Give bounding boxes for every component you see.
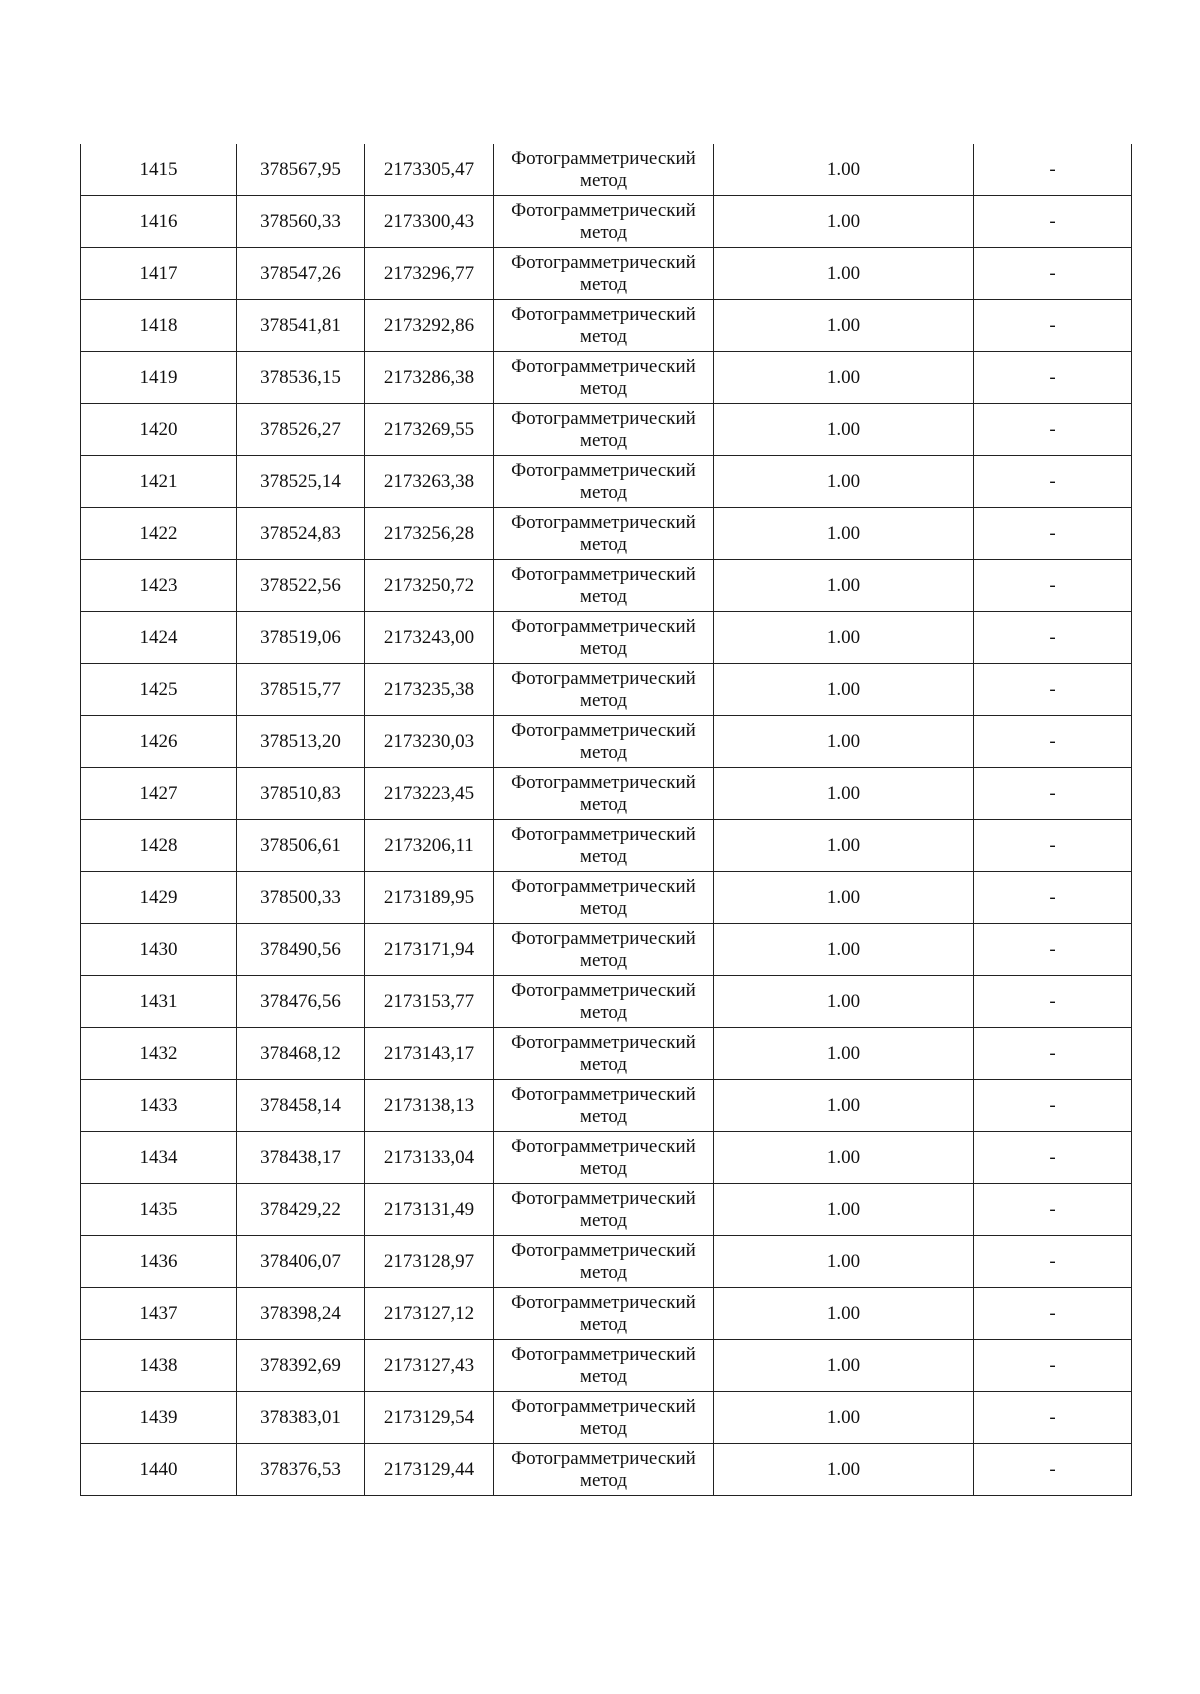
table-row: [81, 716, 1132, 768]
accuracy-cell: 1.00: [714, 1392, 974, 1444]
point-number-cell: 1430: [81, 924, 237, 976]
note-cell: -: [974, 1288, 1132, 1340]
y-coordinate-cell: 2173129,44: [365, 1444, 494, 1496]
method-text-line2: метод: [579, 1469, 628, 1491]
point-number-cell: 1422: [81, 508, 237, 560]
note-cell: -: [974, 716, 1132, 768]
method-cell: [494, 1132, 714, 1184]
x-coordinate-cell: 378522,56: [237, 560, 365, 612]
table-row: [81, 1288, 1132, 1340]
accuracy-cell: 1.00: [714, 404, 974, 456]
method-cell: [494, 1288, 714, 1340]
method-text-line1: Фотограмметрический: [511, 979, 696, 1001]
x-coordinate-cell: 378541,81: [237, 300, 365, 352]
table-row: [81, 1132, 1132, 1184]
accuracy-cell: 1.00: [714, 196, 974, 248]
y-coordinate-cell: 2173296,77: [365, 248, 494, 300]
table-row: [81, 248, 1132, 300]
method-text-line2: метод: [579, 949, 628, 971]
method-text-line1: Фотограмметрический: [511, 1343, 696, 1365]
note-cell: -: [974, 1080, 1132, 1132]
y-coordinate-cell: 2173243,00: [365, 612, 494, 664]
table-row: [81, 456, 1132, 508]
point-number-cell: 1417: [81, 248, 237, 300]
method-text-line1: Фотограмметрический: [511, 251, 696, 273]
note-cell: -: [974, 352, 1132, 404]
method-cell: [494, 924, 714, 976]
x-coordinate-cell: 378476,56: [237, 976, 365, 1028]
method-cell: [494, 404, 714, 456]
y-coordinate-cell: 2173223,45: [365, 768, 494, 820]
y-coordinate-cell: 2173133,04: [365, 1132, 494, 1184]
accuracy-cell: 1.00: [714, 352, 974, 404]
y-coordinate-cell: 2173305,47: [365, 144, 494, 196]
table-row: [81, 144, 1132, 196]
table-row: [81, 664, 1132, 716]
point-number-cell: 1420: [81, 404, 237, 456]
method-text-line1: Фотограмметрический: [511, 771, 696, 793]
method-cell: [494, 508, 714, 560]
y-coordinate-cell: 2173250,72: [365, 560, 494, 612]
point-number-cell: 1435: [81, 1184, 237, 1236]
method-cell: [494, 456, 714, 508]
method-text-line2: метод: [579, 1417, 628, 1439]
method-text-line2: метод: [579, 481, 628, 503]
method-text-line1: Фотограмметрический: [511, 823, 696, 845]
x-coordinate-cell: 378515,77: [237, 664, 365, 716]
method-cell: [494, 1444, 714, 1496]
note-cell: -: [974, 612, 1132, 664]
method-text-line2: метод: [579, 429, 628, 451]
y-coordinate-cell: 2173235,38: [365, 664, 494, 716]
method-text-line1: Фотограмметрический: [511, 199, 696, 221]
method-cell: [494, 144, 714, 196]
method-text-line1: Фотограмметрический: [511, 355, 696, 377]
y-coordinate-cell: 2173286,38: [365, 352, 494, 404]
x-coordinate-cell: 378567,95: [237, 144, 365, 196]
method-text-line2: метод: [579, 169, 628, 191]
table-row: [81, 872, 1132, 924]
point-number-cell: 1418: [81, 300, 237, 352]
accuracy-cell: 1.00: [714, 1236, 974, 1288]
point-number-cell: 1434: [81, 1132, 237, 1184]
accuracy-cell: 1.00: [714, 1444, 974, 1496]
y-coordinate-cell: 2173129,54: [365, 1392, 494, 1444]
note-cell: -: [974, 976, 1132, 1028]
note-cell: -: [974, 1392, 1132, 1444]
point-number-cell: 1438: [81, 1340, 237, 1392]
method-cell: [494, 1236, 714, 1288]
note-cell: -: [974, 560, 1132, 612]
table-row: [81, 196, 1132, 248]
y-coordinate-cell: 2173138,13: [365, 1080, 494, 1132]
method-text-line1: Фотограмметрический: [511, 511, 696, 533]
method-text-line1: Фотограмметрический: [511, 1083, 696, 1105]
table-row: [81, 924, 1132, 976]
accuracy-cell: 1.00: [714, 664, 974, 716]
table-row: [81, 1392, 1132, 1444]
method-text-line2: метод: [579, 377, 628, 399]
method-text-line2: метод: [579, 1365, 628, 1387]
note-cell: -: [974, 664, 1132, 716]
method-text-line2: метод: [579, 845, 628, 867]
point-number-cell: 1429: [81, 872, 237, 924]
y-coordinate-cell: 2173131,49: [365, 1184, 494, 1236]
accuracy-cell: 1.00: [714, 560, 974, 612]
note-cell: -: [974, 300, 1132, 352]
x-coordinate-cell: 378383,01: [237, 1392, 365, 1444]
method-text-line2: метод: [579, 793, 628, 815]
accuracy-cell: 1.00: [714, 612, 974, 664]
y-coordinate-cell: 2173263,38: [365, 456, 494, 508]
x-coordinate-cell: 378490,56: [237, 924, 365, 976]
x-coordinate-cell: 378513,20: [237, 716, 365, 768]
coordinates-table-body: [81, 144, 1132, 1496]
accuracy-cell: 1.00: [714, 768, 974, 820]
y-coordinate-cell: 2173269,55: [365, 404, 494, 456]
point-number-cell: 1423: [81, 560, 237, 612]
y-coordinate-cell: 2173171,94: [365, 924, 494, 976]
note-cell: -: [974, 248, 1132, 300]
x-coordinate-cell: 378536,15: [237, 352, 365, 404]
table-row: [81, 404, 1132, 456]
point-number-cell: 1428: [81, 820, 237, 872]
y-coordinate-cell: 2173153,77: [365, 976, 494, 1028]
x-coordinate-cell: 378406,07: [237, 1236, 365, 1288]
table-row: [81, 352, 1132, 404]
x-coordinate-cell: 378560,33: [237, 196, 365, 248]
method-cell: [494, 664, 714, 716]
point-number-cell: 1436: [81, 1236, 237, 1288]
x-coordinate-cell: 378547,26: [237, 248, 365, 300]
x-coordinate-cell: 378526,27: [237, 404, 365, 456]
method-text-line2: метод: [579, 1313, 628, 1335]
method-cell: [494, 872, 714, 924]
note-cell: -: [974, 1028, 1132, 1080]
table-row: [81, 612, 1132, 664]
method-cell: [494, 560, 714, 612]
table-row: [81, 820, 1132, 872]
x-coordinate-cell: 378524,83: [237, 508, 365, 560]
x-coordinate-cell: 378398,24: [237, 1288, 365, 1340]
note-cell: -: [974, 196, 1132, 248]
accuracy-cell: 1.00: [714, 872, 974, 924]
method-cell: [494, 196, 714, 248]
x-coordinate-cell: 378458,14: [237, 1080, 365, 1132]
table-row: [81, 768, 1132, 820]
note-cell: -: [974, 1444, 1132, 1496]
table-row: [81, 1444, 1132, 1496]
accuracy-cell: 1.00: [714, 248, 974, 300]
accuracy-cell: 1.00: [714, 976, 974, 1028]
table-row: [81, 1340, 1132, 1392]
method-text-line2: метод: [579, 533, 628, 555]
table-row: [81, 300, 1132, 352]
x-coordinate-cell: 378519,06: [237, 612, 365, 664]
y-coordinate-cell: 2173127,12: [365, 1288, 494, 1340]
coordinates-table: [80, 144, 1132, 1496]
y-coordinate-cell: 2173292,86: [365, 300, 494, 352]
table-row: [81, 976, 1132, 1028]
point-number-cell: 1425: [81, 664, 237, 716]
x-coordinate-cell: 378506,61: [237, 820, 365, 872]
point-number-cell: 1426: [81, 716, 237, 768]
table-row: [81, 1184, 1132, 1236]
point-number-cell: 1431: [81, 976, 237, 1028]
method-text-line1: Фотограмметрический: [511, 1239, 696, 1261]
x-coordinate-cell: 378438,17: [237, 1132, 365, 1184]
note-cell: -: [974, 144, 1132, 196]
point-number-cell: 1439: [81, 1392, 237, 1444]
method-text-line1: Фотограмметрический: [511, 147, 696, 169]
x-coordinate-cell: 378510,83: [237, 768, 365, 820]
method-text-line2: метод: [579, 897, 628, 919]
method-text-line2: метод: [579, 1105, 628, 1127]
method-cell: [494, 820, 714, 872]
method-cell: [494, 1028, 714, 1080]
y-coordinate-cell: 2173300,43: [365, 196, 494, 248]
method-text-line1: Фотограмметрический: [511, 719, 696, 741]
x-coordinate-cell: 378500,33: [237, 872, 365, 924]
method-text-line2: метод: [579, 637, 628, 659]
point-number-cell: 1440: [81, 1444, 237, 1496]
y-coordinate-cell: 2173128,97: [365, 1236, 494, 1288]
point-number-cell: 1416: [81, 196, 237, 248]
method-text-line1: Фотограмметрический: [511, 563, 696, 585]
x-coordinate-cell: 378392,69: [237, 1340, 365, 1392]
y-coordinate-cell: 2173230,03: [365, 716, 494, 768]
note-cell: -: [974, 924, 1132, 976]
accuracy-cell: 1.00: [714, 508, 974, 560]
method-text-line1: Фотограмметрический: [511, 407, 696, 429]
note-cell: -: [974, 1184, 1132, 1236]
method-text-line2: метод: [579, 221, 628, 243]
table-row: [81, 560, 1132, 612]
method-text-line1: Фотограмметрический: [511, 303, 696, 325]
method-cell: [494, 976, 714, 1028]
y-coordinate-cell: 2173143,17: [365, 1028, 494, 1080]
accuracy-cell: 1.00: [714, 456, 974, 508]
note-cell: -: [974, 768, 1132, 820]
method-text-line2: метод: [579, 741, 628, 763]
note-cell: -: [974, 820, 1132, 872]
accuracy-cell: 1.00: [714, 820, 974, 872]
method-text-line2: метод: [579, 689, 628, 711]
note-cell: -: [974, 404, 1132, 456]
y-coordinate-cell: 2173256,28: [365, 508, 494, 560]
note-cell: -: [974, 872, 1132, 924]
method-text-line1: Фотограмметрический: [511, 459, 696, 481]
method-cell: [494, 768, 714, 820]
method-text-line2: метод: [579, 585, 628, 607]
method-text-line2: метод: [579, 1209, 628, 1231]
method-text-line1: Фотограмметрический: [511, 1187, 696, 1209]
x-coordinate-cell: 378525,14: [237, 456, 365, 508]
method-text-line2: метод: [579, 1001, 628, 1023]
method-text-line1: Фотограмметрический: [511, 1447, 696, 1469]
accuracy-cell: 1.00: [714, 1288, 974, 1340]
method-text-line2: метод: [579, 273, 628, 295]
table-row: [81, 508, 1132, 560]
method-text-line1: Фотограмметрический: [511, 1395, 696, 1417]
table-row: [81, 1028, 1132, 1080]
method-text-line2: метод: [579, 325, 628, 347]
point-number-cell: 1433: [81, 1080, 237, 1132]
y-coordinate-cell: 2173127,43: [365, 1340, 494, 1392]
method-cell: [494, 1184, 714, 1236]
method-text-line2: метод: [579, 1261, 628, 1283]
accuracy-cell: 1.00: [714, 1132, 974, 1184]
point-number-cell: 1437: [81, 1288, 237, 1340]
method-cell: [494, 300, 714, 352]
accuracy-cell: 1.00: [714, 1184, 974, 1236]
method-text-line1: Фотограмметрический: [511, 667, 696, 689]
note-cell: -: [974, 1132, 1132, 1184]
method-text-line1: Фотограмметрический: [511, 1291, 696, 1313]
point-number-cell: 1415: [81, 144, 237, 196]
note-cell: -: [974, 1236, 1132, 1288]
note-cell: -: [974, 1340, 1132, 1392]
method-text-line1: Фотограмметрический: [511, 875, 696, 897]
method-text-line1: Фотограмметрический: [511, 1135, 696, 1157]
method-cell: [494, 716, 714, 768]
point-number-cell: 1421: [81, 456, 237, 508]
table-row: [81, 1236, 1132, 1288]
y-coordinate-cell: 2173189,95: [365, 872, 494, 924]
method-text-line1: Фотограмметрический: [511, 1031, 696, 1053]
accuracy-cell: 1.00: [714, 1028, 974, 1080]
method-cell: [494, 612, 714, 664]
method-cell: [494, 352, 714, 404]
accuracy-cell: 1.00: [714, 716, 974, 768]
method-cell: [494, 248, 714, 300]
method-text-line1: Фотограмметрический: [511, 615, 696, 637]
point-number-cell: 1419: [81, 352, 237, 404]
accuracy-cell: 1.00: [714, 300, 974, 352]
method-cell: [494, 1080, 714, 1132]
method-cell: [494, 1340, 714, 1392]
note-cell: -: [974, 456, 1132, 508]
y-coordinate-cell: 2173206,11: [365, 820, 494, 872]
point-number-cell: 1427: [81, 768, 237, 820]
method-cell: [494, 1392, 714, 1444]
point-number-cell: 1424: [81, 612, 237, 664]
table-row: [81, 1080, 1132, 1132]
note-cell: -: [974, 508, 1132, 560]
point-number-cell: 1432: [81, 1028, 237, 1080]
accuracy-cell: 1.00: [714, 1340, 974, 1392]
method-text-line2: метод: [579, 1157, 628, 1179]
accuracy-cell: 1.00: [714, 924, 974, 976]
x-coordinate-cell: 378376,53: [237, 1444, 365, 1496]
x-coordinate-cell: 378429,22: [237, 1184, 365, 1236]
method-text-line2: метод: [579, 1053, 628, 1075]
accuracy-cell: 1.00: [714, 1080, 974, 1132]
method-text-line1: Фотограмметрический: [511, 927, 696, 949]
x-coordinate-cell: 378468,12: [237, 1028, 365, 1080]
accuracy-cell: 1.00: [714, 144, 974, 196]
